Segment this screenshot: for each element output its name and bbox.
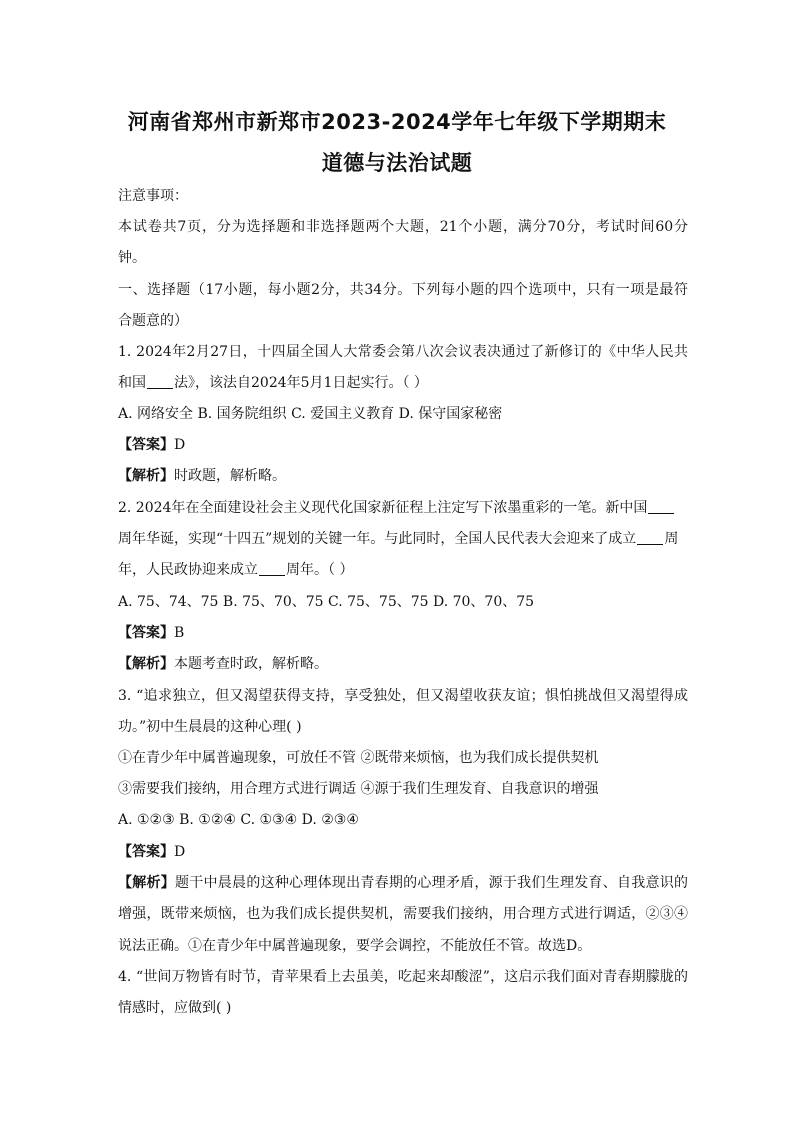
q2-answer [118,623,688,643]
q2-stem-line2 [118,529,688,549]
notice-text-line1: 本试卷共7页，分为选择题和非选择题两个大题，21个小题，满分70分，考试时间60分 [118,219,688,235]
q4-stem-line1: 4. “世间万物皆有时节，青苹果看上去虽美，吃起来却酸涩”，这启示我们面对青春期朦胧的 [118,969,688,985]
q1-blank [147,374,173,389]
q2-stem-line2-text: 周年华诞，实现“十四五”规划的关键一年。与此同时，全国人民代表大会迎来了成立 [118,531,637,547]
q3-analysis-line3: 说法正确。①在青少年中属普遍现象，要学会调控，不能放任不管。故选D。 [118,938,592,954]
q1-stem-line2-part1: 和国 [118,375,146,391]
q1-stem-line2 [118,373,688,393]
section1-heading-line1: 一、选择题（17小题，每小题2分，共34分。下列每小题的四个选项中，只有一项是最符 [118,282,688,298]
q1-answer [118,435,688,455]
q2-stem-line3 [118,560,688,580]
q1-analysis-tag: 【解析】 [118,468,174,484]
q3-answer [118,842,688,862]
q2-stem-line2-end: 周 [664,531,679,547]
q2-answer-value: B [174,625,185,641]
q3-analysis-line2: 增强，既带来烦恼，也为我们成长提供契机，需要我们接纳，用合理方式进行调适，②③④ [118,906,688,922]
q3-stem-line2: 功。”初中生晨晨的这种心理( ) [118,719,302,735]
q2-stem-line3-end: 周年。（ ） [286,562,354,578]
q3-answer-value: D [174,844,186,860]
q3-analysis-tag: 【解析】 [118,875,176,891]
q2-stem-line1 [118,498,688,518]
q2-analysis-tag: 【解析】 [118,656,174,672]
q3-statements-3-4: ③需要我们接纳，用合理方式进行调适 ④源于我们生理发育、自我意识的增强 [118,781,599,797]
q3-options: A. ①②③ B. ①②④ C. ①③④ D. ②③④ [118,812,359,828]
notice-heading: 注意事项： [118,188,188,204]
q2-analysis [118,654,688,674]
q1-stem-line2-part2: 法》，该法自2024年5月1日起实行。（ ） [174,375,428,391]
q3-answer-tag: 【答案】 [118,844,174,860]
q1-analysis [118,466,688,486]
q2-analysis-text: 本题考查时政，解析略。 [174,656,328,672]
q2-stem-line3-text: 年，人民政协迎来成立 [118,562,258,578]
q1-options: A. 网络安全 B. 国务院组织 C. 爱国主义教育 D. 保守国家秘密 [118,406,503,422]
q2-answer-tag: 【答案】 [118,625,174,641]
q2-blank1 [648,499,674,514]
q3-analysis-line1 [118,873,688,893]
q3-analysis-text1: 题干中晨晨的这种心理体现出青春期的心理矛盾，源于我们生理发育、自我意识的 [175,875,688,891]
q1-stem-line1: 1. 2024年2月27日，十四届全国人大常委会第八次会议表决通过了新修订的《中华人民共 [118,344,688,360]
q2-options: A. 75、74、75 B. 75、70、75 C. 75、75、75 D. 70、70、75 [118,594,535,610]
q4-stem-line2: 情感时，应做到( ) [118,1000,232,1016]
exam-title-line2: 道德与法治试题 [321,151,473,175]
exam-title-line1: 河南省郑州市新郑市2023-2024学年七年级下学期期末 [127,110,667,134]
notice-text-line2: 钟。 [118,250,146,266]
q3-stem-line1: 3. “追求独立，但又渴望获得支持，享受独处，但又渴望收获友谊；惧怕挑战但又渴望得成 [118,688,688,704]
q1-analysis-text: 时政题，解析略。 [174,468,286,484]
q3-statements-1-2: ①在青少年中属普遍现象，可放任不管 ②既带来烦恼，也为我们成长提供契机 [118,750,599,766]
q2-blank3 [259,561,285,576]
q1-answer-tag: 【答案】 [118,437,174,453]
q1-answer-value: D [174,437,186,453]
section1-heading-line2: 合题意的） [118,313,188,329]
q2-blank2 [637,530,663,545]
q2-stem-line1-text: 2. 2024年在全面建设社会主义现代化国家新征程上注定写下浓墨重彩的一笔。新中国 [118,500,648,516]
